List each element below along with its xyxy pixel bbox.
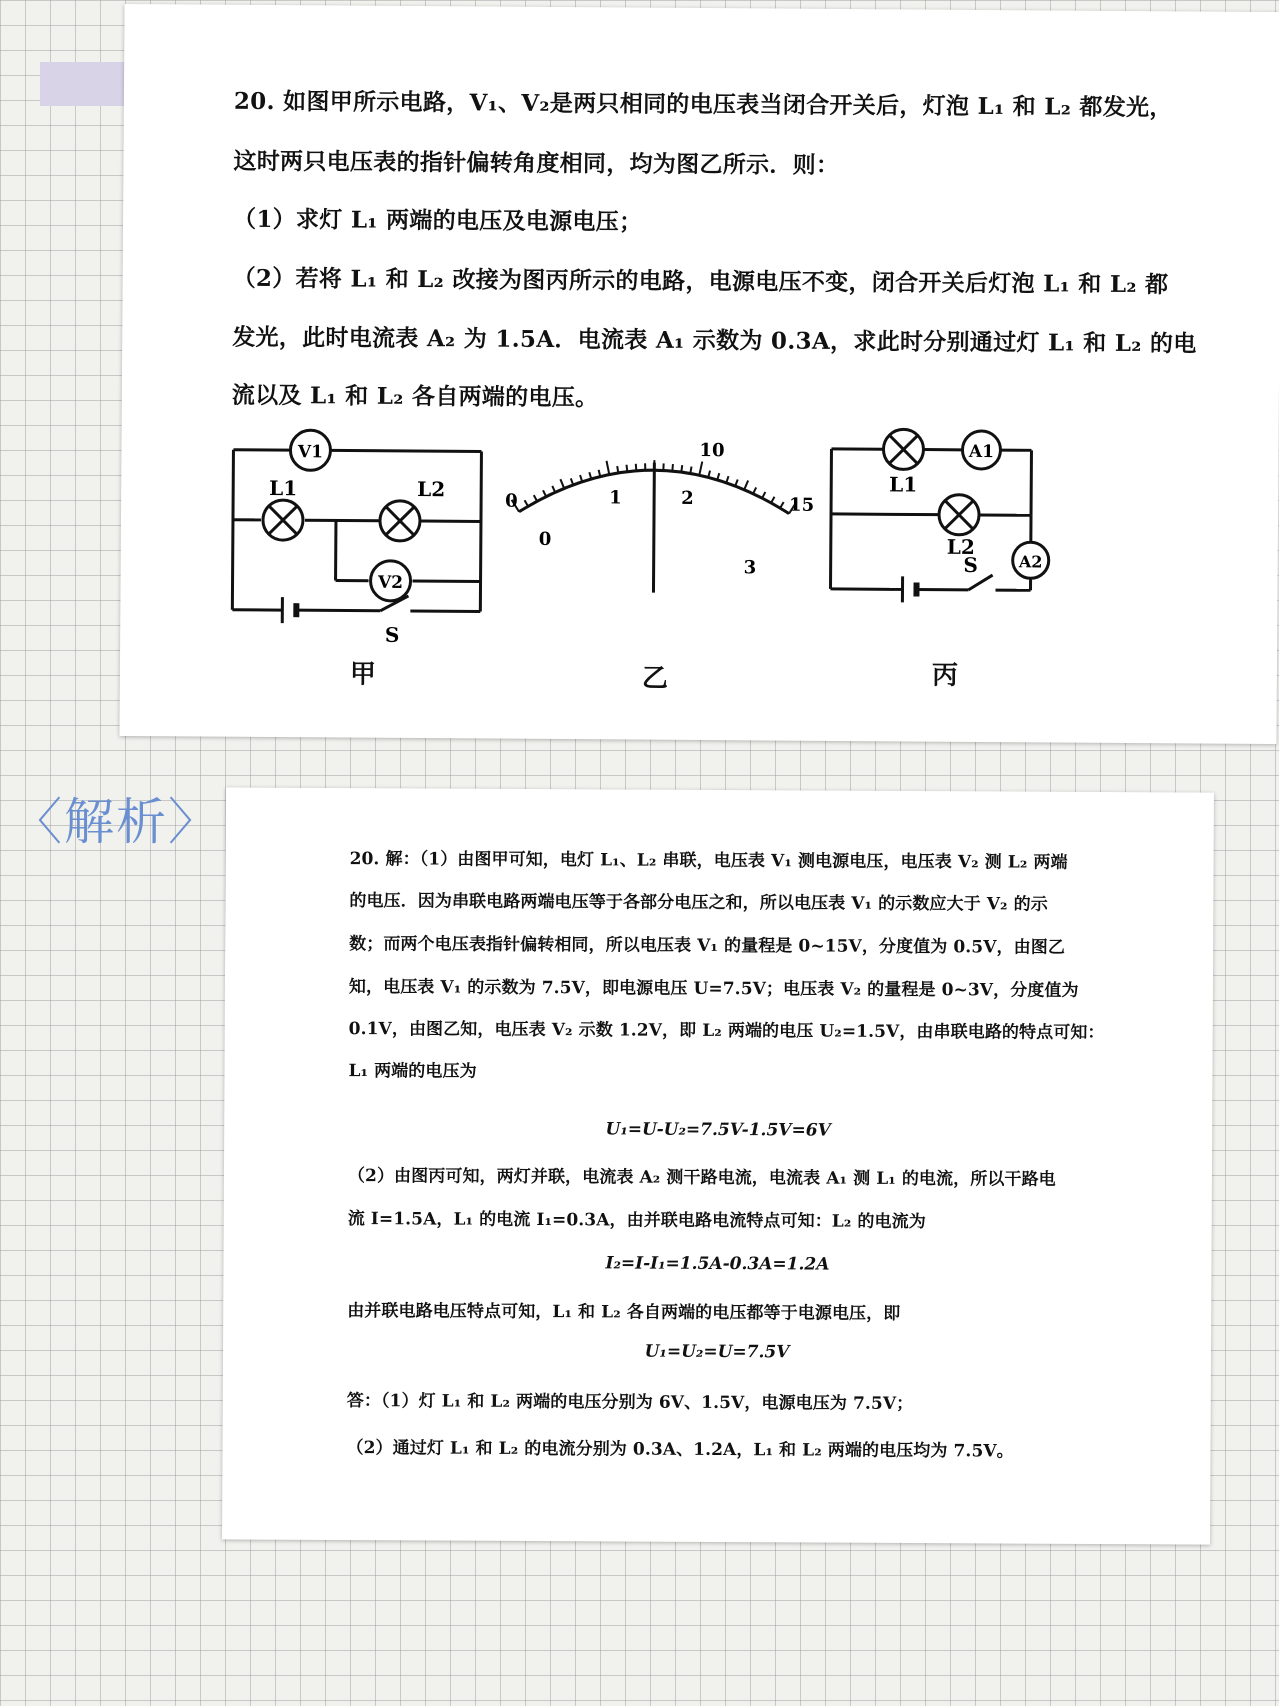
- dial-tick: [771, 497, 774, 503]
- svg-text:A1: A1: [968, 441, 995, 463]
- dial-tick: [525, 500, 529, 506]
- dial-tick: [606, 461, 609, 475]
- voltmeter-v1-icon: [290, 430, 330, 470]
- answer-line-2: 的电压．因为串联电路两端电压等于各部分电压之和，所以电压表 V₁ 的示数应大于 V₂ 的示: [349, 891, 1048, 915]
- circuit-diagram-jia: [220, 415, 522, 656]
- dial-tick: [744, 480, 748, 489]
- dial-tick: [735, 479, 738, 486]
- dial-tick: [552, 486, 555, 492]
- final-answer-2: （2）通过灯 L₁ 和 L₂ 的电流分别为 0.3A、1.2A，L₁ 和 L₂ 两端的电压均为 7.5V。: [346, 1438, 1014, 1462]
- handwritten-note: 〈解析〉: [12, 793, 220, 851]
- dial-tick: [571, 478, 574, 485]
- question-part-1: （1）求灯 L₁ 两端的电压及电源电压；: [232, 205, 643, 236]
- answer-line-4: 知，电压表 V₁ 的示数为 7.5V，即电源电压 U=7.5V；电压表 V₂ 的量程是 0~3V，分度值为: [348, 977, 1079, 1001]
- dial-tick: [726, 476, 728, 483]
- dial-label-outer-10: 10: [699, 439, 725, 462]
- question-line-2: 这时两只电压表的指针偏转角度相同，均为图乙所示．则：: [233, 147, 840, 179]
- dial-tick: [762, 492, 765, 498]
- dial-tick: [617, 466, 618, 473]
- voltmeter-v2-icon: [370, 561, 410, 601]
- figure-caption-jia: 甲: [349, 659, 377, 690]
- dial-label-outer-0: 0: [505, 490, 518, 512]
- ammeter-a1-icon: [962, 431, 1000, 469]
- svg-text:L2: L2: [417, 477, 446, 502]
- answer-line-1: 20. 解：（1）由图甲可知，电灯 L₁、L₂ 串联，电压表 V₁ 测电源电压，电压表 V₂ 测 L₂ 两端: [349, 849, 1068, 873]
- equation-voltage: U₁=U₂=U=7.5V: [644, 1341, 790, 1363]
- meter-dial-yi: [498, 417, 819, 623]
- dial-label-outer-15: 15: [789, 494, 815, 516]
- dial-label-inner-3: 3: [743, 557, 757, 579]
- dial-tick: [543, 490, 546, 496]
- dial-tick: [636, 464, 637, 471]
- dial-tick: [681, 465, 682, 472]
- needle-icon: [653, 463, 654, 593]
- ammeter-a2-icon: [1013, 542, 1049, 578]
- svg-text:V2: V2: [377, 572, 404, 593]
- svg-text:V1: V1: [297, 442, 324, 463]
- dial-tick: [560, 479, 564, 488]
- figure-caption-bing: 丙: [931, 660, 959, 691]
- dial-tick: [753, 487, 756, 493]
- question-line-1: 20. 如图甲所示电路，V₁、V₂是两只相同的电压表当闭合开关后，灯泡 L₁ 和 L₂ 都发光，: [233, 87, 1173, 122]
- answer-line-3: 数；而两个电压表指针偏转相同，所以电压表 V₁ 的量程是 0~15V，分度值为 0.5V，由图乙: [349, 934, 1065, 958]
- lamp-l2-icon: [939, 495, 979, 559]
- svg-text:L2: L2: [946, 534, 975, 559]
- dial-tick: [626, 465, 627, 472]
- answer-line-5: 0.1V，由图乙知，电压表 V₂ 示数 1.2V，即 L₂ 两端的电压 U₂=1.5V，由串联电路的特点可知：: [348, 1019, 1105, 1044]
- answer-line-7: （2）由图丙可知，两灯并联，电流表 A₂ 测干路电流，电流表 A₁ 测 L₁ 的电流，所以干路电: [347, 1166, 1056, 1190]
- dial-label-inner-0: 0: [538, 528, 552, 550]
- answer-line-9: 由并联电路电压特点可知，L₁ 和 L₂ 各自两端的电压都等于电源电压，即: [347, 1301, 901, 1324]
- question-line-5: 发光，此时电流表 A₂ 为 1.5A．电流表 A₁ 示数为 0.3A，求此时分别通过灯 L₁ 和 L₂ 的电: [232, 323, 1197, 358]
- equation-i2: I₂=I-I₁=1.5A-0.3A=1.2A: [605, 1253, 830, 1275]
- answer-sheet: [222, 787, 1214, 1544]
- svg-text:L1: L1: [889, 472, 918, 497]
- dial-label-inner-2: 2: [681, 487, 694, 509]
- final-answer-1: 答：（1）灯 L₁ 和 L₂ 两端的电压分别为 6V、1.5V，电源电压为 7.5V；: [346, 1391, 914, 1415]
- lamp-l1-icon: [263, 476, 303, 540]
- dial-label-inner-1: 1: [609, 487, 622, 509]
- circuit-diagram-bing: [820, 419, 1182, 661]
- switch-label: S: [963, 552, 978, 577]
- question-sheet: [119, 4, 1279, 744]
- dial-tick: [690, 467, 691, 474]
- dial-tick: [672, 464, 673, 471]
- lamp-l2-icon: [380, 477, 445, 541]
- switch-label: S: [384, 622, 400, 647]
- svg-text:L1: L1: [269, 475, 298, 501]
- answer-line-6: L₁ 两端的电压为: [348, 1061, 477, 1082]
- lamp-l1-icon: [883, 429, 923, 496]
- question-line-6: 流以及 L₁ 和 L₂ 各自两端的电压。: [231, 381, 599, 412]
- figure-caption-yi: 乙: [641, 663, 668, 694]
- question-part-2: （2）若将 L₁ 和 L₂ 改接为图丙所示的电路，电源电压不变，闭合开关后灯泡 L₁ 和 L₂ 都: [232, 264, 1169, 299]
- dial-tick: [699, 462, 702, 476]
- dial-tick: [580, 475, 582, 482]
- svg-text:A2: A2: [1018, 552, 1043, 572]
- dial-tick: [780, 502, 784, 508]
- equation-u1: U₁=U-U₂=7.5V-1.5V=6V: [605, 1119, 831, 1141]
- answer-line-8: 流 I=1.5A，L₁ 的电流 I₁=0.3A，由并联电路电流特点可知：L₂ 的电流为: [347, 1209, 926, 1233]
- dial-tick: [534, 495, 537, 501]
